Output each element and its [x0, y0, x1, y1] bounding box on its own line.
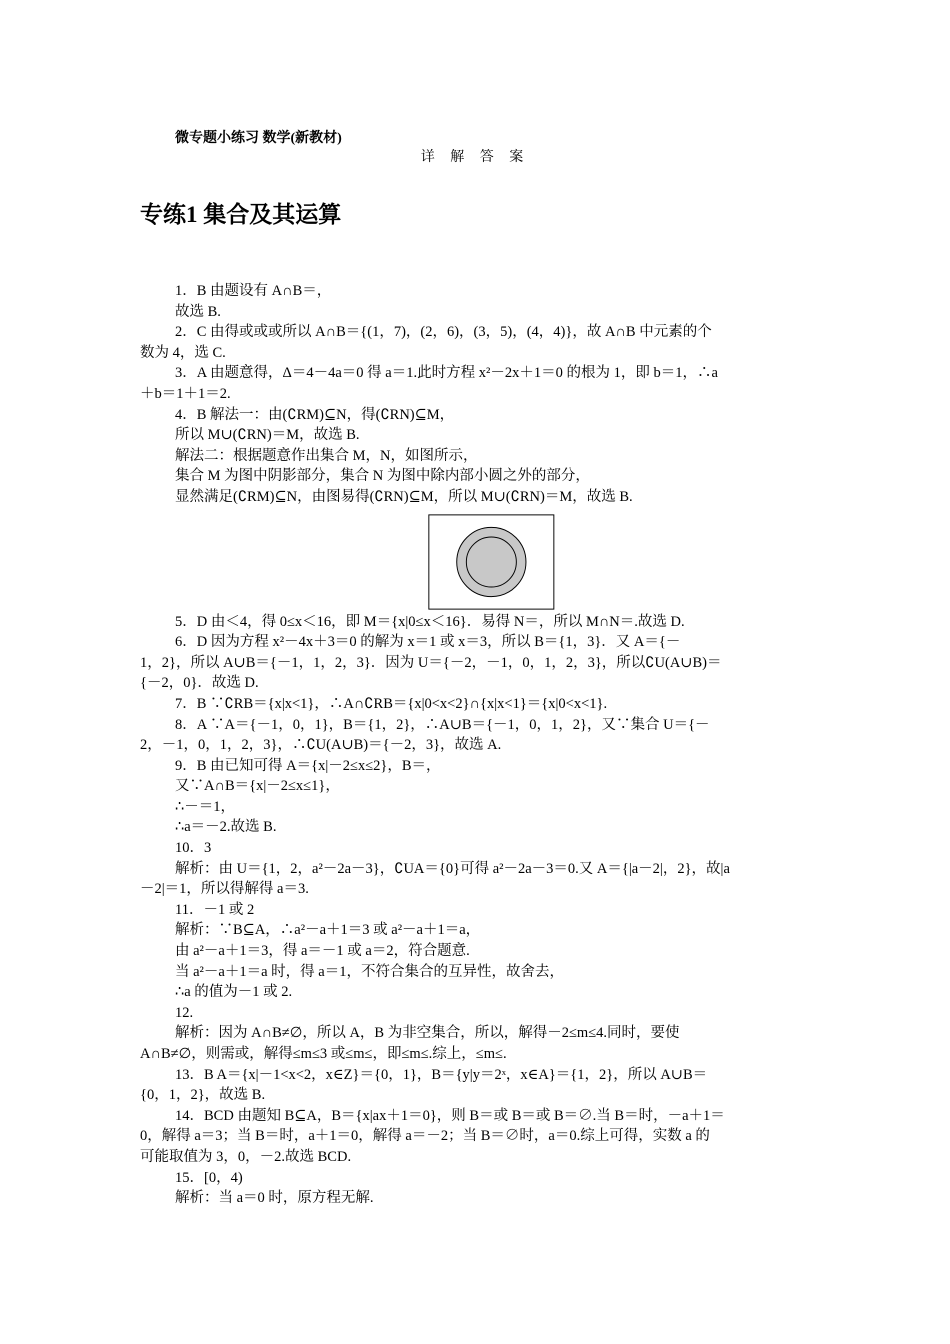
text-line: 可能取值为 3，0，－2.故选 BCD.	[140, 1148, 352, 1165]
text-line: 10．3	[175, 840, 212, 857]
text-line: 15．[0，4)	[175, 1169, 243, 1186]
text-line: {0，1，2}，故选 B.	[140, 1087, 266, 1104]
text-line: 集合 M 为图中阴影部分，集合 N 为图中除内部小圆之外的部分，	[175, 468, 590, 485]
text-line: 所以 M∪(∁RN)＝M，故选 B.	[175, 427, 360, 444]
text-line: 解析：当 a＝0 时，原方程无解.	[175, 1190, 374, 1207]
inner-circle	[466, 537, 516, 587]
text-line: 当 a²－a＋1＝a 时，得 a＝1，不符合集合的互异性，故舍去，	[175, 963, 564, 980]
text-line: 解析：由 U＝{1，2，a²－2a－3}，∁UA＝{0}可得 a²－2a－3＝0.又 A＝{|a－2|，2}，故|a	[175, 860, 730, 877]
text-line: 0，解得 a＝3；当 B＝时，a＋1＝0，解得 a＝－2；当 B＝∅时，a＝0.综上可得，实数 a 的	[140, 1128, 710, 1145]
text-line: 解析：∵B⊆A，∴a²－a＋1＝3 或 a²－a＋1＝a，	[175, 922, 481, 939]
text-line: 9．B 由已知可得 A＝{x|－2≤x≤2}，B＝，	[175, 757, 441, 774]
text-line: 数为 4，选 C.	[140, 344, 226, 361]
text-line: ∴a＝－2.故选 B.	[175, 819, 277, 836]
text-line: 13．B A＝{x|－1<x<2，x∈Z}＝{0，1}，B＝{y|y＝2ˣ，x∈A}＝{1，2}，所以 A∪B＝	[175, 1066, 708, 1083]
text-line: 14．BCD 由题知 B⊆A，B＝{x|ax＋1＝0}，则 B＝或 B＝或 B＝∅.当 B＝时，－a＋1＝	[175, 1107, 725, 1124]
text-line: 由 a²－a＋1＝3，得 a＝－1 或 a＝2，符合题意.	[175, 943, 470, 960]
text-line: 解析：因为 A∩B≠∅，所以 A，B 为非空集合，所以，解得－2≤m≤4.同时，要使	[175, 1025, 680, 1042]
text-line: ∴－＝1，	[175, 798, 235, 815]
text-line: ＋b＝1＋1＝2.	[140, 385, 231, 402]
text-line: A∩B≠∅，则需或，解得≤m≤3 或≤m≤，即≤m≤.综上，≤m≤.	[140, 1046, 507, 1062]
text-line: 显然满足(∁RM)⊆N，由图易得(∁RN)⊆M，所以 M∪(∁RN)＝M，故选 B.	[175, 488, 633, 505]
chapter-title: 专练1 集合及其运算	[140, 202, 342, 227]
text-line: {－2，0}．故选 D.	[140, 675, 259, 692]
text-line: 又∵A∩B＝{x|－2≤x≤1}，	[175, 778, 340, 795]
text-line: 2．C 由得或或或所以 A∩B＝{(1，7)，(2，6)，(3，5)，(4，4)}，故 A∩B 中元素的个	[175, 324, 712, 341]
text-line: 3．A 由题意得，Δ＝4－4a＝0 得 a＝1.此时方程 x²－2x＋1＝0 的根为 1，即 b＝1，∴a	[175, 365, 718, 382]
venn-diagram	[140, 512, 810, 612]
text-line: 4．B 解法一：由(∁RM)⊆N，得(∁RN)⊆M，	[175, 406, 455, 423]
answer-body	[140, 281, 810, 1209]
text-line: 6．D 因为方程 x²－4x＋3＝0 的解为 x＝1 或 x＝3，所以 B＝{1，3}．又 A＝{－	[175, 634, 681, 651]
text-line: 故选 B.	[175, 303, 221, 320]
text-line: 8．A ∵A＝{－1，0，1}，B＝{1，2}，∴A∪B＝{－1，0，1，2}，又∵集合 U＝{－	[175, 716, 710, 733]
text-line: 2，－1，0，1，2，3}，∴∁U(A∪B)＝{－2，3}，故选 A.	[140, 737, 502, 754]
section-subtitle: 详 解 答 案	[420, 150, 530, 165]
running-header: 微专题小练习 数学(新教材)	[175, 131, 342, 146]
text-line: 7．B ∵∁RB＝{x|x<1}，∴A∩∁RB＝{x|0<x<2}∩{x|x<1}＝{x|0<x<1}.	[175, 695, 608, 712]
text-line: 12.	[175, 1004, 194, 1021]
text-line: 1．B 由题设有 A∩B＝，	[175, 283, 332, 299]
text-line: 解法二：根据题意作出集合 M，N，如图所示，	[175, 447, 478, 464]
text-line: 1，2}，所以 A∪B＝{－1，1，2，3}．因为 U＝{－2，－1，0，1，2，3}，所以∁U(A∪B)＝	[140, 654, 722, 671]
text-line: ∴a 的值为－1 或 2.	[175, 984, 293, 1001]
text-line: 11．－1 或 2	[175, 901, 255, 918]
text-line: －2|＝1，所以得解得 a＝3.	[140, 881, 309, 898]
text-line: 5．D 由＜4，得 0≤x＜16，即 M＝{x|0≤x＜16}．易得 N＝，所以 M∩N＝.故选 D.	[175, 613, 685, 630]
